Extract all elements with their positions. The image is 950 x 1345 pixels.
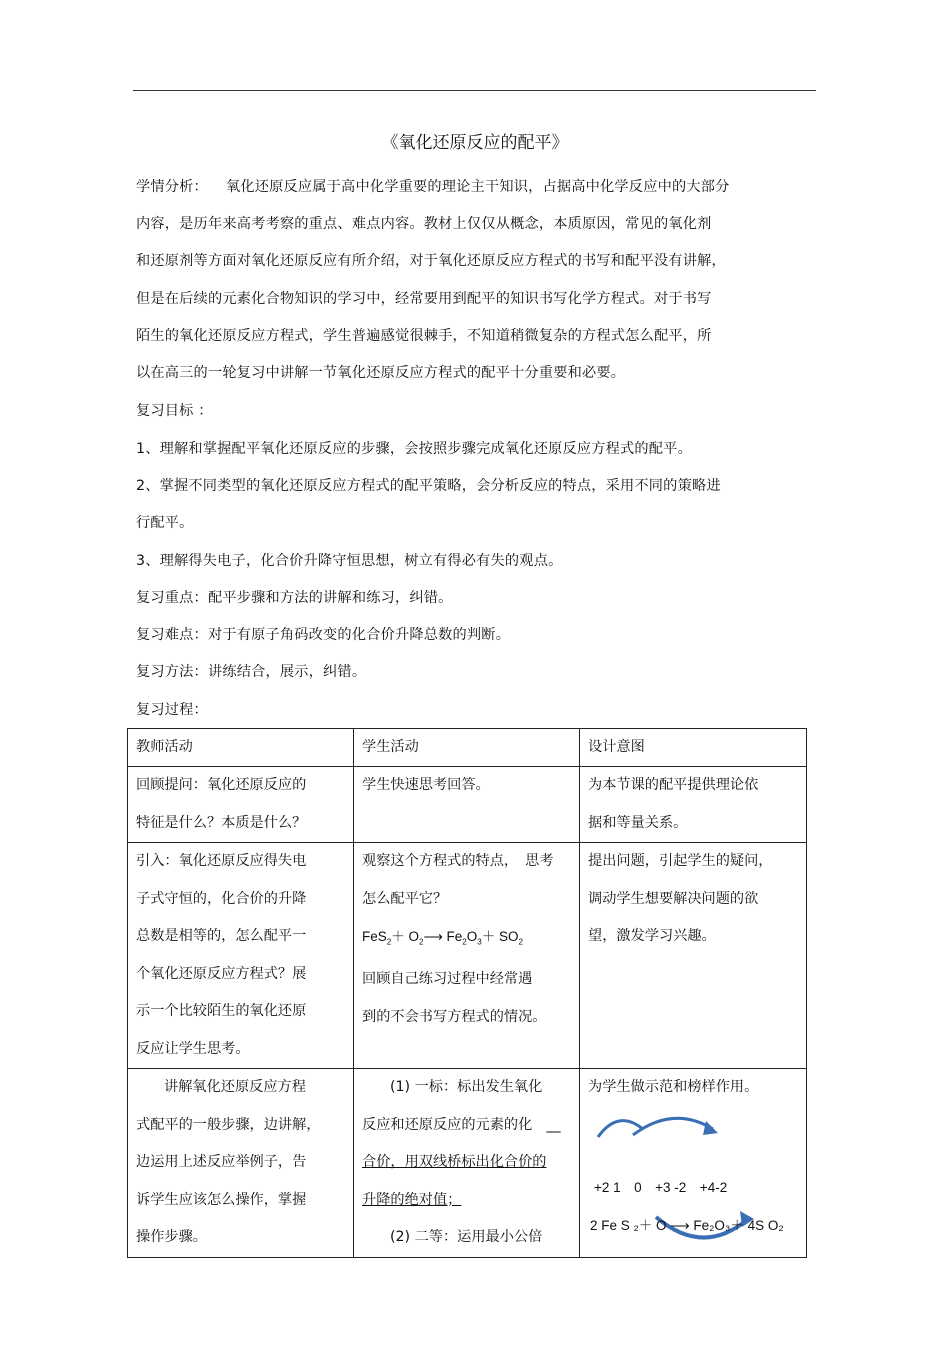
table-header-row <box>128 729 807 767</box>
bridge-arc-upper-right <box>633 1118 713 1135</box>
goals-label: 复习目标 ： <box>136 403 213 419</box>
key-point: 复习重点：配平步骤和方法的讲解和练习，纠错。 <box>136 590 453 606</box>
page-title: 《氧化还原反应的配平》 <box>381 133 569 153</box>
double-bridge-diagram <box>588 1107 798 1237</box>
table-row <box>128 843 807 1069</box>
analysis-label: 学情分析： <box>136 179 208 195</box>
table-row <box>128 1069 807 1258</box>
analysis-line-5: 陌生的氧化还原反应方程式，学生普遍感觉很棘手，不知道稍微复杂的方程式怎么配平，所 <box>136 328 712 344</box>
analysis-line-1: 学情分析： 氧化还原反应属于高中化学重要的理论主干知识，占据高中化学反应中的大部分 <box>136 179 730 195</box>
row2-teacher: 引入：氧化还原反应得失电 子式守恒的，化合价的升降 总数是相等的，怎么配平一 个氧化还原反应方程式？展 示一个比较陌生的氧化还原 反应让学生思考。 <box>128 843 354 1069</box>
arrowhead-icon <box>703 1121 718 1135</box>
row2-intent: 提出问题，引起学生的疑问， 调动学生想要解决问题的欲 望，激发学习兴趣。 <box>580 843 807 1069</box>
row3-intent: 为学生做示范和榜样作用。 +2 1 0 +3 -2 +4-2 2 Fe S ₂＋ O ⟶ Fe₂O₃＋ 4S O₂ <box>580 1069 807 1258</box>
goal-item-3: 3、理解得失电子，化合价升降守恒思想，树立有得必有失的观点。 <box>136 553 563 569</box>
header-student: 学生活动 <box>354 729 580 767</box>
bridge-arc-upper-left <box>598 1120 643 1136</box>
row1-student: 学生快速思考回答。 <box>354 767 580 843</box>
goal-item-2: 2、掌握不同类型的氧化还原反应方程式的配平策略，会分析反应的特点，采用不同的策略进 <box>136 478 721 494</box>
balanced-equation: 2 Fe S ₂＋ O ⟶ Fe₂O₃＋ 4S O₂ <box>590 1217 784 1233</box>
row1-teacher: 回顾提问：氧化还原反应的 特征是什么？本质是什么？ <box>128 767 354 843</box>
goal-item-2-cont: 行配平。 <box>136 515 194 531</box>
process-label: 复习过程： <box>136 702 208 718</box>
process-table <box>127 728 807 1258</box>
reaction-equation: $FeS_2+ O_2⟶$ $Fe_2O_3+ SO_2$ <box>362 929 523 947</box>
method: 复习方法：讲练结合，展示，纠错。 <box>136 664 367 680</box>
header-intent: 设计意图 <box>580 729 807 767</box>
row3-teacher: 讲解氧化还原反应方程 式配平的一般步骤，边讲解， 边运用上述反应举例子，告 诉学生应该怎么操作，掌握 操作步骤。 <box>128 1069 354 1258</box>
analysis-line-6: 以在高三的一轮复习中讲解一节氧化还原反应方程式的配平十分重要和必要。 <box>136 365 626 381</box>
analysis-line-2: 内容，是历年来高考考察的重点、难点内容。教材上仅仅从概念，本质原因，常见的氧化剂 <box>136 216 712 232</box>
table-row <box>128 767 807 843</box>
header-teacher: 教师活动 <box>128 729 354 767</box>
analysis-line-4: 但是在后续的元素化合物知识的学习中，经常要用到配平的知识书写化学方程式。对于书写 <box>136 291 712 307</box>
oxidation-states: +2 1 0 +3 -2 +4-2 <box>594 1179 728 1195</box>
analysis-line-3: 和还原剂等方面对氧化还原反应有所介绍，对于氧化还原反应方程式的书写和配平没有讲解， <box>136 253 726 269</box>
row1-intent: 为本节课的配平提供理论依 据和等量关系。 <box>580 767 807 843</box>
row2-student: 观察这个方程式的特点， 思考 怎么配平它？ $FeS_2+ O_2⟶$ $Fe_2O_3+ SO_2$ 回顾自己练习过程中经常遇 到的不会书写方程式的情况。 <box>354 843 580 1069</box>
row3-student: (1) 一标：标出发生氧化 反应和还原反应的元素的化 __ 合价，用双线桥标出化合价的 升降的绝对值； (2) 二等：运用最小公倍 <box>354 1069 580 1258</box>
header-rule <box>133 90 816 91</box>
difficulty: 复习难点：对于有原子角码改变的化合价升降总数的判断。 <box>136 627 511 643</box>
goal-item-1: 1、理解和掌握配平氧化还原反应的步骤，会按照步骤完成氧化还原反应方程式的配平。 <box>136 441 692 457</box>
